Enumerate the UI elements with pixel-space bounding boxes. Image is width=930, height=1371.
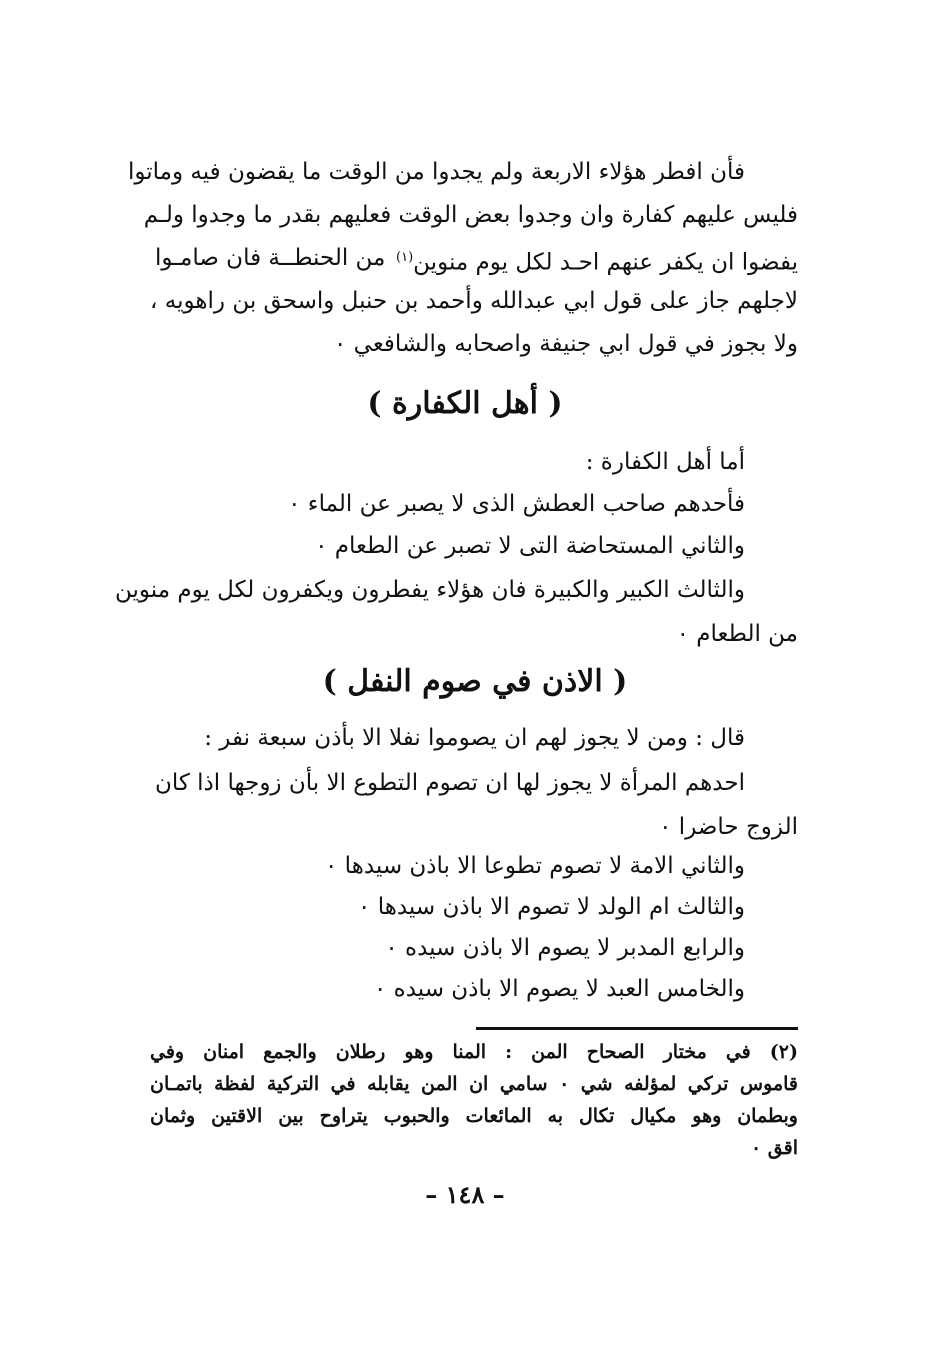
paragraph-line: من الطعام ٠ xyxy=(676,621,798,647)
page-number: – ١٤٨ – xyxy=(425,1180,505,1209)
paragraph-line: احدهم المرأة لا يجوز لها ان تصوم التطوع الا بأن زوجها اذا كان xyxy=(155,770,745,796)
line-text-end: من الحنطــة فان صامـوا xyxy=(155,245,386,271)
paragraph-line: قال : ومن لا يجوز لهم ان يصوموا نفلا الا بأذن سبعة نفر : xyxy=(204,725,745,751)
paragraph-line: ولا بجوز في قول ابي جنيفة واصحابه والشافعي ٠ xyxy=(334,331,798,357)
paragraph-line: فليس عليهم كفارة وان وجدوا بعض الوقت فعليهم بقدر ما وجدوا ولـم xyxy=(143,202,798,228)
footnote-line: وبطمان وهو مكيال تكال به المائعات والحبوب يتراوح بين الاقتين وثمان xyxy=(150,1105,798,1127)
paragraph-line: والخامس العبد لا يصوم الا باذن سيده ٠ xyxy=(373,976,745,1002)
paragraph-line: فأن افطر هؤلاء الاربعة ولم يجدوا من الوقت ما يقضون فيه وماتوا xyxy=(127,159,745,185)
section-heading: ( أهل الكفارة ) xyxy=(367,386,563,421)
section-heading: ( الاذن في صوم النفل ) xyxy=(322,664,628,699)
footnote-separator xyxy=(476,1027,798,1030)
paragraph-line: والرابع المدبر لا يصوم الا باذن سيده ٠ xyxy=(385,935,745,961)
footnote-line: اقق ٠ xyxy=(750,1137,798,1159)
paragraph-line: والثالث ام الولد لا تصوم الا باذن سيدها ٠ xyxy=(358,894,745,920)
paragraph-line: أما أهل الكفارة : xyxy=(585,449,745,475)
paragraph-line: لاجلهم جاز على قول ابي عبدالله وأحمد بن حنبل واسحق بن راهويه ، xyxy=(150,288,798,314)
footnote-marker: (١) xyxy=(396,250,414,265)
paragraph-line xyxy=(155,238,798,278)
paragraph-line: فأحدهم صاحب العطش الذى لا يصبر عن الماء ٠ xyxy=(288,491,745,517)
footnote-line: (٢) في مختار الصحاح المن : المنا وهو رطلان والجمع امنان وفي xyxy=(150,1041,798,1063)
paragraph-line: والثاني الامة لا تصوم تطوعا الا باذن سيدها ٠ xyxy=(325,853,745,879)
line-text-part: يفضوا ان يكفر عنهم احـد لكل يوم منوين xyxy=(413,249,798,276)
paragraph-line: والثاني المستحاضة التى لا تصبر عن الطعام ٠ xyxy=(315,533,745,559)
paragraph-line: الزوج حاضرا ٠ xyxy=(659,814,798,840)
footnote-line: قاموس تركي لمؤلفه شي ٠ سامي ان المن يقابله في التركية لفظة باتمـان xyxy=(150,1073,798,1095)
paragraph-line: والثالث الكبير والكبيرة فان هؤلاء يفطرون ويكفرون لكل يوم منوين xyxy=(114,577,745,603)
line-text xyxy=(396,238,798,283)
